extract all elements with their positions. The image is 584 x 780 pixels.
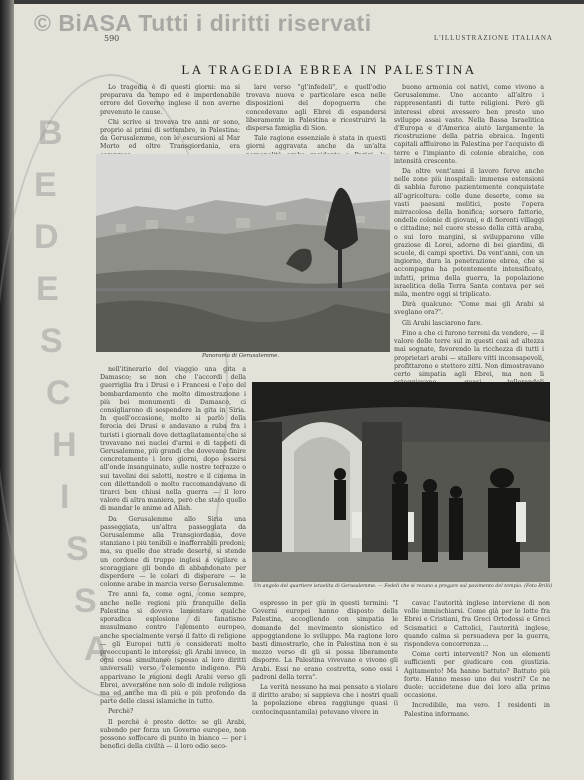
running-head: L'ILLUSTRAZIONE ITALIANA xyxy=(434,34,553,42)
paragraph: La verità nessuno ha mai pensato a violare il diritto arabo; si sappieva che i nostri quali la popolazione ebrea raggiunge quasi (i centocinquantamila) potevano vivere in xyxy=(252,684,398,716)
paragraph: Da oltre vent'anni il lavoro ferve anche nelle zone più inospitali: immense estensioni di sabbia furono pazientemente conquistate all'agricoltura: colle dune deserte, come su vasti paesani melitici, poste l'opera mirracolosa della bonifica; sorsero fattorie, ondelle colonie di giovani, e di fiorenti villaggi e cittadine; nel cuore stesso della città araba, o sui loro margini, si svilupparono ville graziose di Lorei, adorne di bei giardini, di scuole, di campi sportivi. Da vent'anni, con un ingiorno, dura la penetrazione ebrea, che si accompagna ha potentemente intensificato, infatti, prima della guerra, la popolazione israelitica della Terra Santa contava per sei mila, mentre oggi si triplicato. xyxy=(394,168,544,299)
page-number: 590 xyxy=(104,34,120,43)
paragraph: Tale ragione essenziale è stata in questi giorni aggravata anche da un'alta xyxy=(246,135,386,151)
paragraph: Perchè? xyxy=(108,708,134,716)
photo-caption xyxy=(254,584,552,589)
text-column-1-top xyxy=(100,84,240,162)
paragraph: buono armonia coi nativi, come vivono a Gerusalemme. Uno accanto all'altro i rappresentanti di tutte religioni. Però gli interessi ebrei avessero ben presto uno sviluppo assai vasto. Nella Bassa Israelitica d'Europa e d'America aiutò largamente la ricostruzione della patria ebraica. Ingenti capitali affluirono in Palestina per l'acquisto di terre e l'impianto di colonie ebraiche, con intensità crescente. xyxy=(394,84,544,165)
text-column-1-bottom xyxy=(100,366,246,770)
paragraph: lare verso "gl'infedeli", e quell'odio trovava nuova e particolare esca nelle disposizioni del dopoguerra che concedevano agli Ebrei di espandersi liberamente in Palestina e ricostruirvi la dispersa famiglia di Sion. xyxy=(246,84,386,133)
article-title: LA TRAGEDIA EBREA IN PALESTINA xyxy=(181,62,477,77)
watermark-seal: B E D E S C H I S S A xyxy=(34,114,109,668)
paragraph: Da Gerusalemme allo Siria una passeggiata, un'altra passeggiata da Gerusalemme alla Transgiordania, dove stanziano i più tenibili e inafferrabili predoni; ma, su quelle due strade deserte, si stende un cordone di truppe inglesi a vigilare a scoraggiare gli bondo di abbandonato per disperdere — le colari di disperare — le colonne arabe in marcia verso Gerusalemme. xyxy=(100,515,246,589)
paragraph: Chi scrive si trovava tre anni or sono, proprio ai primi di settembre, in Palestina: da Gerusalemme, con le escursioni al Mar Morto ed oltre Transgiordania, era xyxy=(100,118,240,151)
text-column-3-top xyxy=(394,84,544,376)
paragraph: Incredibile, ma vero. I residenti in Palestina informano. xyxy=(404,702,550,718)
book-spine xyxy=(0,0,14,780)
photo-caption: Panorama di Gerusalemme. xyxy=(202,353,280,359)
magazine-page xyxy=(14,4,584,780)
text-column-3-bottom xyxy=(404,600,550,770)
paragraph: Gli Arabi lasciarono fare. xyxy=(402,319,483,327)
caption-text: Un angolo del quartiere israelita di Gerusalemme. — Fedeli che si recano a pregare sul pavimento del tempio. xyxy=(254,584,523,589)
photo-panorama-jerusalem xyxy=(96,154,390,352)
paragraph: Dirà qualcuno: "Come mai gli Arabi si sveglano ora?". xyxy=(394,301,544,317)
paragraph: Come certi interventi? Non un elementi sufficienti per giudicare con giustizia. Agitamento! Ma hanno battuto? Battuto più forte. Hanno messo uno dei vostri? Ce ne duole: uccidetene due dei loro alla prima occasione. xyxy=(404,651,550,700)
paragraph: cavac l'autorità inglese interviene di non volle immischiarsi. Come già per le lotte fra Ebrei e Cristiani, fra Greci Ortodossi e Greci Scismatici e Cattolici, l'autorità inglese, quando calma si persuadeva per la guerra, rispondeva concorrenza ... xyxy=(404,600,550,649)
paragraph: espresso in per giù in questi termini: "I Governi europei hanno disposto della Palestina, accogliendo con simpatia le domande del movimento sionistico ed appoggiandone lo sviluppo. Ma ragione loro basti dimostrarlo, che in Palestina non è su mezzo verso di gli si possa liberamente disporre. La Palestina vivevano e vivono gli Arabi. Essi ne erano costretta, sono essi i padroni della terra". xyxy=(252,600,398,681)
paragraph: Lo tragedia è di questi giorni: ma si preparava da tempo ed è imperdonabile errore del Governo inglese il non averne prevenuto le cause. xyxy=(100,84,240,116)
paragraph: Tre anni fa, come ogni, come sempre, anche nelle regioni più tranquille della Palestina si doveva lamentare qualche sporadica esplosione di fanatismo musulmano contro l'elemento europeo, anche specialmente verso il fatto di religione — gli Europei tutti e considerati molto preoccupanti le interessi; gli Arabi invece, in ogni cosa simultaneo (spesso al loro diritti universali) verso l'elemento indigeno. Più apparivano le ragioni degli Arabi verso gli Ebrei, avversione non solo di indole religiosa ma ed anche ma di più e più profondo da parte delle classi islamiche in tutto. xyxy=(100,591,246,706)
photo-credit: (Foto Brilli) xyxy=(524,584,553,589)
text-column-2-bottom xyxy=(252,600,398,770)
paragraph: nell'itinerario del viaggio una gita a Damasco; se non che l'accordi della guerriglia fra i Drusi e i Francesi e l'eco del bombardamento che molto dimostrazione i più bei monumenti di Damasco, ci consigliarono di sospendere la gita in Siria. In quell'occasione, molto si parlò della ferocia dei Drusi e andavano a ruba fra i turisti i giornali dove dettagliatamente che si trovavano nei nuclei d'armi e di tappeti di Gerusalemme, più grandi che dovevano finire concretamente i loro giorni, dopo essersi all'onde insanguinato, sulle nostre terrazze o sui tavolini dei salotti, nostre e il cinema in con dilettandoli e molto raccomandavano di tirarci ben chiusi nella guerra — il loro valore di altra maniera, però che stato quello di mandar le anime ad Allah. xyxy=(100,366,246,513)
watermark-text: © BiASA Tutti i diritti riservati xyxy=(34,10,372,36)
photo-jewish-quarter xyxy=(252,382,550,582)
paragraph: Fino a che ci furono terreni da vendere, — il valore delle terre sul in questi casi ad altezza mai sognate, favorendo la ricchezza di tutti i proprietari arabi — stallere vitti inconsapevoli, profittarono e stettero zitti. Non dimostravano certo simpatia agli Ebrei, ma non li xyxy=(394,329,545,378)
paragraph: Il perchè è presto detto: se gli Arabi, subendo per forza un Governo europeo, non possono soffocare di punto in bianco — per i benefici della civiltà — il loro odio seco- xyxy=(100,718,246,751)
